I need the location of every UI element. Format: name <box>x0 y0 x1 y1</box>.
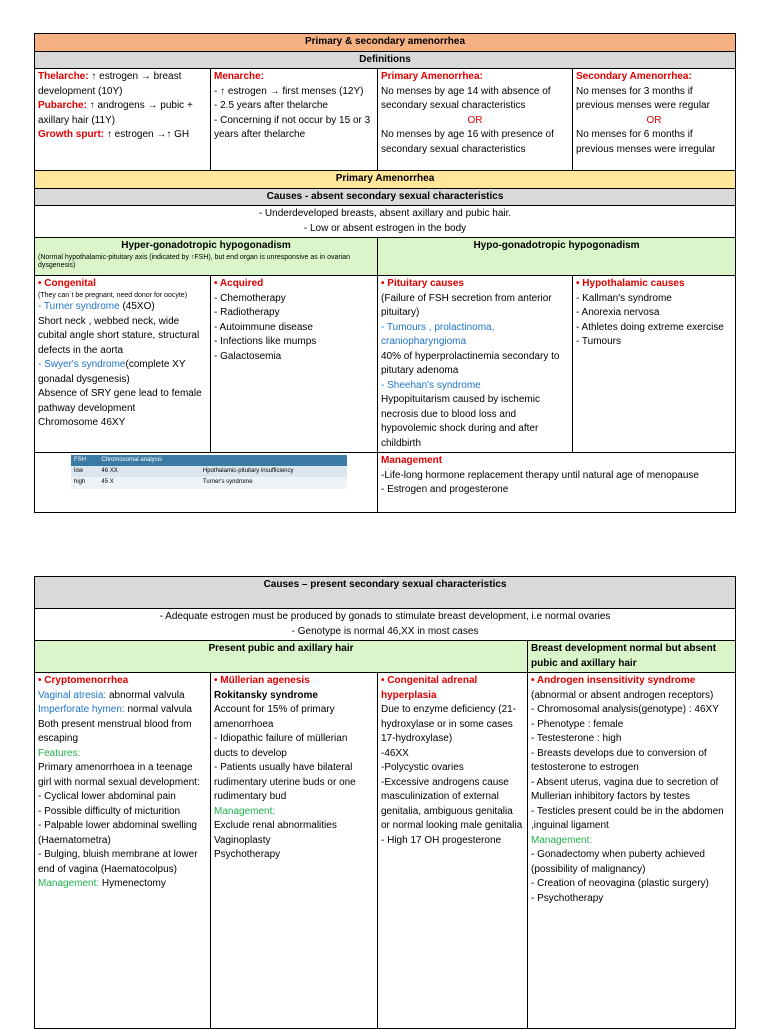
fsh-cell: 45 X <box>98 477 200 488</box>
mullerian-subtitle: Rokitansky syndrome <box>214 689 318 701</box>
primary-def-a: No menses by age 14 with absence of secondary sexual characteristics <box>381 85 551 111</box>
mullerian-mgmt-item: Psychotherapy <box>214 849 281 860</box>
congenital-cell <box>35 276 211 453</box>
ais-mgmt-item: - Creation of neovagina (plastic surgery) <box>531 878 709 889</box>
feature-item: - Palpable lower abdominal swelling (Haematometra) <box>38 820 197 846</box>
hypothalamic-title: • Hypothalamic causes <box>576 278 685 289</box>
swyer-desc: (complete XY gonadal dysgenesis) <box>38 359 186 385</box>
pituitary-cell <box>378 276 573 453</box>
page-title: Primary & secondary amenorrhea <box>35 34 736 52</box>
sry-desc: Absence of SRY gene lead to female pathway development <box>38 388 202 414</box>
hyper-note: (Normal hypothalamic-pituitary axis (indicated by ↑FSH), but end organ is unresponsive as in ovarian dysgenesis) <box>38 253 351 270</box>
atresia-text: abnormal valvula <box>106 689 185 701</box>
hyper-gonadotropic-header <box>35 238 378 276</box>
crypto-mgmt-label: Management: <box>38 878 100 889</box>
present-causes-row <box>35 673 736 1029</box>
acquired-item: - Chemotherapy <box>214 292 286 304</box>
pubarche-text: ↑ androgens → pubic + axillary hair (11Y) <box>38 100 193 126</box>
features-label: Features: <box>38 747 81 759</box>
ais-mgmt-item: - Psychotherapy <box>531 892 604 904</box>
congenital-title: • Congenital <box>38 278 96 289</box>
hypothalamic-item: - Kallman's syndrome <box>576 292 672 304</box>
secondary-def-b: No menses for 6 months if previous menses were irregular <box>576 129 716 155</box>
acquired-item: - Radiotherapy <box>214 307 280 318</box>
thelarche-text: ↑ estrogen → breast development (10Y) <box>38 71 182 97</box>
growth-spurt-text: ↑ estrogen →↑ GH <box>104 129 190 140</box>
cah-title: • Congenital adrenal hyperplasia <box>381 675 478 701</box>
cah-line: -Polycystic ovaries <box>381 762 464 773</box>
chromosome-desc: Chromosome 46XY <box>38 417 126 429</box>
crypto-blood: Both present menstrual blood from escaping <box>38 718 192 744</box>
absent-desc-line: - Low or absent estrogen in the body <box>303 222 467 234</box>
turner-karyotype: (45XO) <box>119 301 155 313</box>
turner-desc: Short neck , webbed neck, wide cubital angle short stature, structural defects in the aorta <box>38 315 200 356</box>
acquired-cell <box>211 276 378 453</box>
thelarche-label: Thelarche: <box>38 71 89 82</box>
management-cell <box>378 453 736 513</box>
primary-amenorrhea-label: Primary Amenorrhea: <box>381 71 483 82</box>
fsh-cell: high <box>71 477 98 488</box>
fsh-header: Chromosomal analysis <box>98 455 200 466</box>
pituitary-tumours: - Tumours , prolactinoma, craniopharyngioma <box>381 321 495 347</box>
fsh-cell: low <box>71 466 98 477</box>
secondary-def-a: No menses for 3 months if previous menses were regular <box>576 85 710 111</box>
absent-description <box>35 206 736 238</box>
crypto-title: • Cryptomenorrhea <box>38 675 129 686</box>
menarche-line: - 2.5 years after thelarche <box>214 100 328 111</box>
hypothalamic-item: - Tumours <box>576 336 622 347</box>
pubarche-label: Pubarche: <box>38 100 87 111</box>
fsh-table-cell <box>35 453 378 513</box>
feature-item: - Bulging, bluish membrane at lower end of vagina (Haematocolpus) <box>38 849 198 875</box>
primary-def-b: No menses by age 16 with presence of secondary sexual characteristics <box>381 129 554 155</box>
cah-line: -Excessive androgens cause masculinization of external genitalia, ambiguous genitalia or normal looking male genitalia <box>381 776 523 831</box>
hypothalamic-item: - Anorexia nervosa <box>576 307 660 318</box>
cah-line: -46XX <box>381 747 409 759</box>
acquired-item: - Infections like mumps <box>214 336 317 347</box>
fsh-cell: Turner's syndrome <box>200 477 347 488</box>
crypto-mgmt-text: Hymenectomy <box>99 878 166 889</box>
mullerian-line: Account for 15% of primary amenorrhoea <box>214 704 335 730</box>
swyer-label: - Swyer's syndrome <box>38 359 126 371</box>
def-col-development <box>35 69 211 171</box>
mullerian-mgmt-item: Exclude renal abnormalities <box>214 820 337 831</box>
def-col-primary <box>378 69 573 171</box>
hyper-title: Hyper-gonadotropic hypogonadism <box>121 240 291 251</box>
hypothalamic-cell <box>573 276 736 453</box>
ais-line: - Absent uterus, vagina due to secretion of Mullerian inhibitory factors by testes <box>531 776 719 802</box>
features-desc: Primary amenorrhoea in a teenage girl with normal sexual development: <box>38 762 200 788</box>
breast-development-header: Breast development normal but absent pubic and axillary hair <box>528 641 736 673</box>
definitions-header: Definitions <box>35 51 736 69</box>
management-title: Management <box>381 455 443 466</box>
def-col-secondary <box>573 69 736 171</box>
mullerian-title: • Müllerian agenesis <box>214 675 310 686</box>
present-desc-line: - Adequate estrogen must be produced by gonads to stimulate breast development, i.e normal ovaries <box>159 611 611 622</box>
mullerian-mgmt-item: Vaginoplasty <box>214 834 271 846</box>
fsh-header <box>200 455 347 466</box>
cryptomenorrhea-cell <box>35 673 211 1029</box>
feature-item: - Cyclical lower abdominal pain <box>38 791 176 802</box>
pituitary-desc: (Failure of FSH secretion from anterior pituitary) <box>381 292 552 318</box>
hypothalamic-item: - Athletes doing extreme exercise <box>576 321 724 333</box>
secondary-amenorrhea-label: Secondary Amenorrhea: <box>576 71 692 82</box>
congenital-note: (They can`t be pregnant, need donor for oocyte) <box>38 291 188 299</box>
management-item: -Life-long hormone replacement therapy until natural age of menopause <box>381 469 699 481</box>
mullerian-cell <box>211 673 378 1029</box>
present-causes-header: Causes – present secondary sexual characteristics <box>35 577 736 609</box>
def-col-menarche <box>211 69 378 171</box>
ais-mgmt-item: - Gonadectomy when puberty achieved (possibility of malignancy) <box>531 849 705 875</box>
atresia-label: Vaginal atresia: <box>38 689 107 701</box>
sheehan-label: - Sheehan's syndrome <box>381 379 481 391</box>
menarche-label: Menarche: <box>214 71 265 82</box>
ais-title: • Androgen insensitivity syndrome <box>531 675 696 686</box>
growth-spurt-label: Growth spurt: <box>38 129 105 140</box>
ais-line: - Phenotype : female <box>531 718 624 730</box>
fsh-header: FSH <box>71 455 98 466</box>
management-item: - Estrogen and progesterone <box>381 484 509 495</box>
present-description <box>35 609 736 641</box>
primary-secondary-table <box>34 33 736 513</box>
cah-line: - High 17 OH progesterone <box>381 834 502 846</box>
hymen-label: Imperforate hymen: <box>38 704 125 715</box>
primary-amenorrhea-header: Primary Amenorrhea <box>35 171 736 189</box>
ais-line: - Breasts develops due to conversion of testosterone to estrogen <box>531 747 707 773</box>
turner-label: - Turner syndrome <box>38 301 120 313</box>
acquired-title: • Acquired <box>214 278 264 289</box>
pituitary-tumours-desc: 40% of hyperprolactinemia secondary to pitutary adenoma <box>381 350 560 376</box>
ais-mgmt-label: Management: <box>531 834 593 846</box>
primary-def-or: OR <box>467 114 483 126</box>
absent-causes-row <box>35 276 736 453</box>
absent-causes-header: Causes - absent secondary sexual characteristics <box>35 188 736 206</box>
hymen-text: normal valvula <box>124 704 192 715</box>
menarche-line: - Concerning if not occur by 15 or 3 years after thelarche <box>214 114 371 140</box>
present-characteristics-table <box>34 576 736 1029</box>
feature-item: - Possible difficulty of micturition <box>38 805 181 817</box>
secondary-def-or: OR <box>646 114 662 126</box>
acquired-item: - Galactosemia <box>214 350 282 362</box>
ais-line: - Chromosomal analysis(genotype) : 46XY <box>531 704 719 715</box>
pituitary-title: • Pituitary causes <box>381 278 464 289</box>
ais-line: - Testesterone : high <box>531 733 622 744</box>
fsh-cell: 46 XX <box>98 466 200 477</box>
ais-line: - Testicles present could be in the abdomen ,inguinal ligament <box>531 805 724 831</box>
ais-cell <box>528 673 736 1029</box>
ais-line: (abnormal or absent androgen receptors) <box>531 689 714 701</box>
sheehan-desc: Hypopituitarism caused by ischemic necrosis due to blood loss and hypovolemic shock during and after childbirth <box>381 394 540 449</box>
present-desc-line: - Genotype is normal 46,XX in most cases <box>291 625 479 637</box>
absent-desc-line: - Underdeveloped breasts, absent axillary and pubic hair. <box>258 208 512 219</box>
mullerian-mgmt-label: Management: <box>214 805 276 817</box>
cah-line: Due to enzyme deficiency (21-hydroxylase or in some cases 17-hydroxylase) <box>381 704 517 744</box>
fsh-table <box>71 455 347 489</box>
mullerian-line: - Idiopathic failure of müllerian ducts to develop <box>214 733 348 759</box>
mullerian-line: - Patients usually have bilateral rudimentary uterine buds or one rudimentary bud <box>214 762 356 802</box>
cah-cell <box>378 673 528 1029</box>
definitions-row <box>35 69 736 171</box>
fsh-cell: Hpothalamic-pituitary insufficiency <box>200 466 347 477</box>
hypo-gonadotropic-header: Hypo-gonadotropic hypogonadism <box>378 238 736 276</box>
menarche-line: - ↑ estrogen → first menses (12Y) <box>214 85 364 97</box>
pubic-hair-header: Present pubic and axillary hair <box>35 641 528 673</box>
acquired-item: - Autoimmune disease <box>214 321 313 333</box>
